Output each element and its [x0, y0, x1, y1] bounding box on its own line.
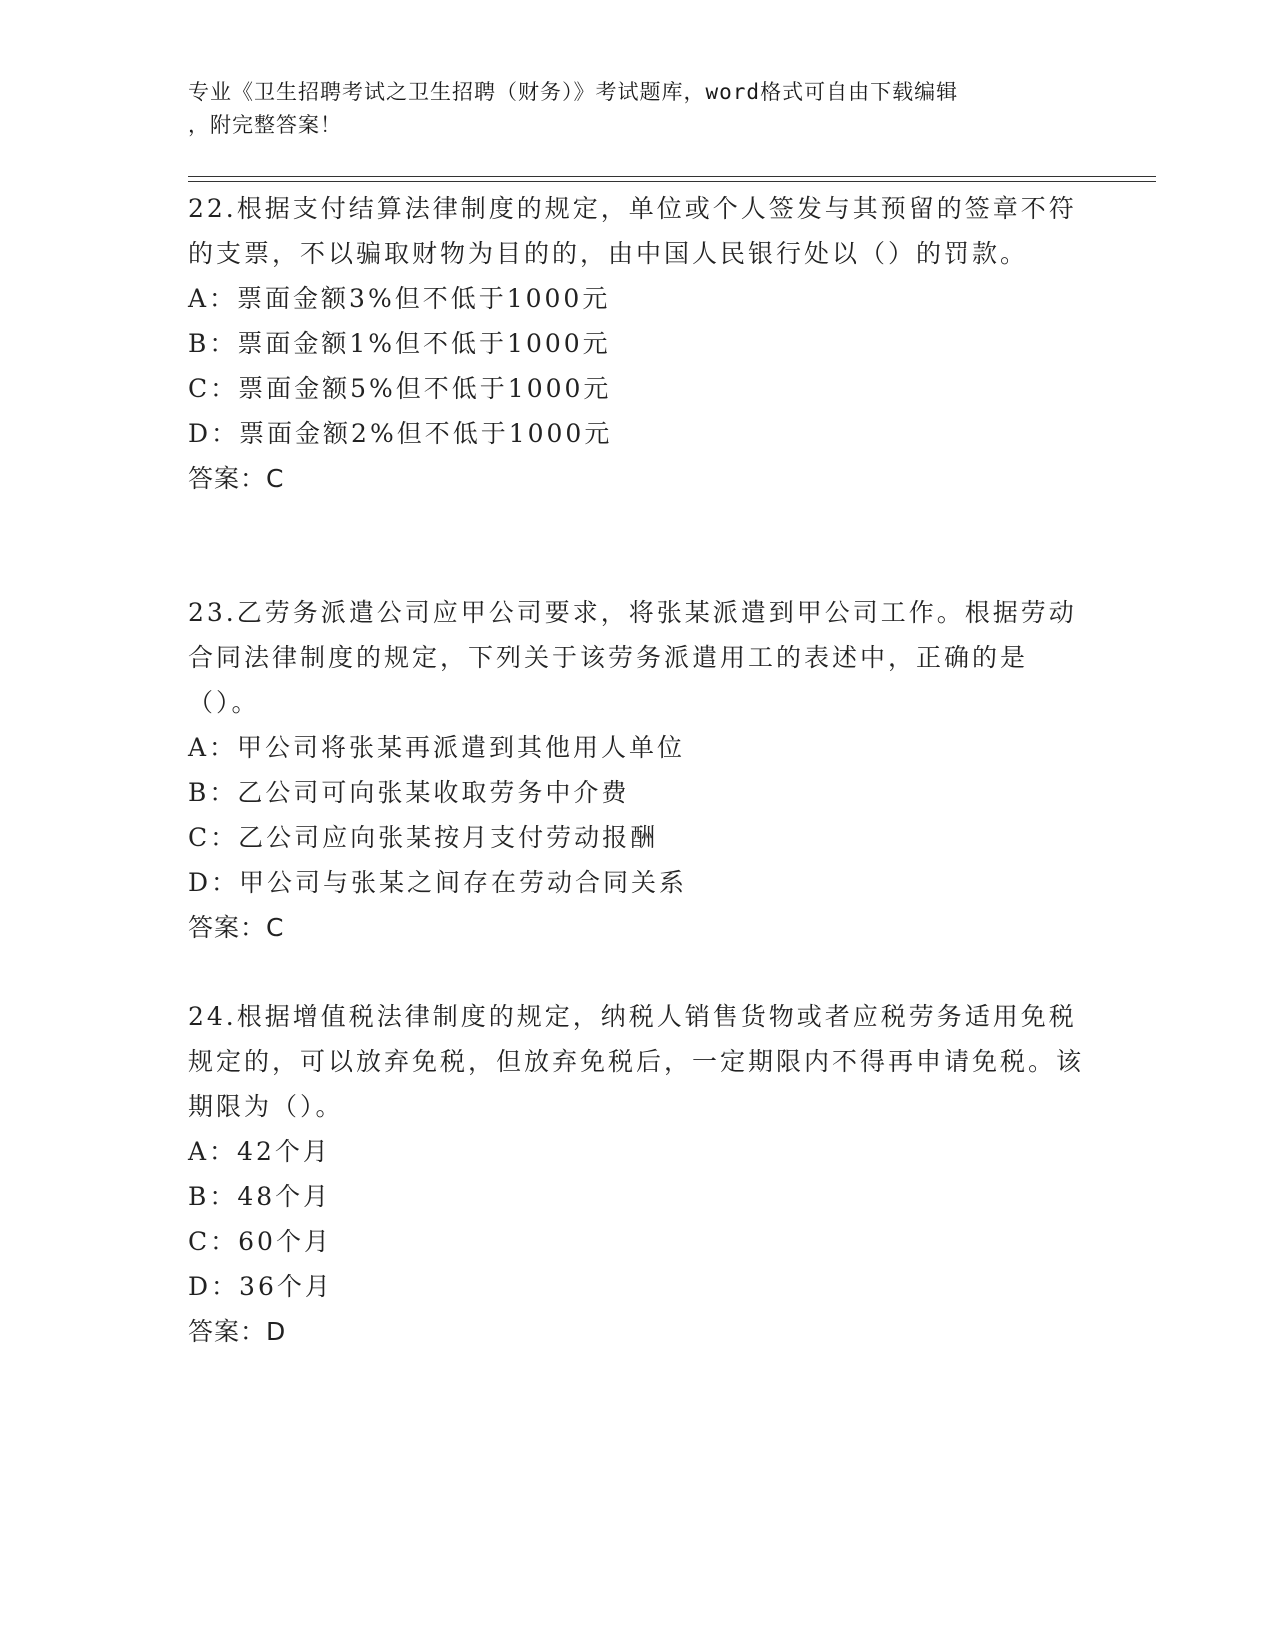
option-d: D：36个月 [188, 1272, 333, 1301]
option-c: C：乙公司应向张某按月支付劳动报酬 [188, 823, 659, 852]
document-header [188, 76, 1068, 142]
question-23 [188, 590, 1088, 950]
option-a: A：42个月 [188, 1137, 331, 1166]
question-22 [188, 186, 1088, 501]
option-b: B：票面金额1%但不低于1000元 [188, 329, 611, 358]
option-d: D：甲公司与张某之间存在劳动合同关系 [188, 868, 688, 897]
question-stem: 24.根据增值税法律制度的规定，纳税人销售货物或者应税劳务适用免税规定的，可以放弃免税，但放弃免税后，一定期限内不得再申请免税。该期限为（）。 [188, 1002, 1085, 1121]
option-a: A：甲公司将张某再派遣到其他用人单位 [188, 733, 686, 762]
option-b: B：48个月 [188, 1182, 332, 1211]
option-d: D：票面金额2%但不低于1000元 [188, 419, 613, 448]
header-line-1: 专业《卫生招聘考试之卫生招聘（财务）》考试题库，word格式可自由下载编辑 [188, 80, 959, 104]
option-a: A：票面金额3%但不低于1000元 [188, 284, 611, 313]
header-divider-thick [188, 176, 1156, 177]
option-c: C：60个月 [188, 1227, 332, 1256]
option-c: C：票面金额5%但不低于1000元 [188, 374, 612, 403]
answer-label: 答案：C [188, 913, 285, 942]
option-b: B：乙公司可向张某收取劳务中介费 [188, 778, 630, 807]
question-stem: 23.乙劳务派遣公司应甲公司要求，将张某派遣到甲公司工作。根据劳动合同法律制度的规定，下列关于该劳务派遣用工的表述中，正确的是（）。 [188, 598, 1077, 717]
answer-label: 答案：D [188, 1317, 287, 1346]
question-24 [188, 994, 1088, 1354]
question-stem: 22.根据支付结算法律制度的规定，单位或个人签发与其预留的签章不符的支票，不以骗取财物为目的的，由中国人民银行处以（）的罚款。 [188, 194, 1077, 268]
answer-label: 答案：C [188, 464, 285, 493]
header-line-2: ，附完整答案！ [188, 113, 342, 137]
header-divider-thin [188, 181, 1156, 182]
